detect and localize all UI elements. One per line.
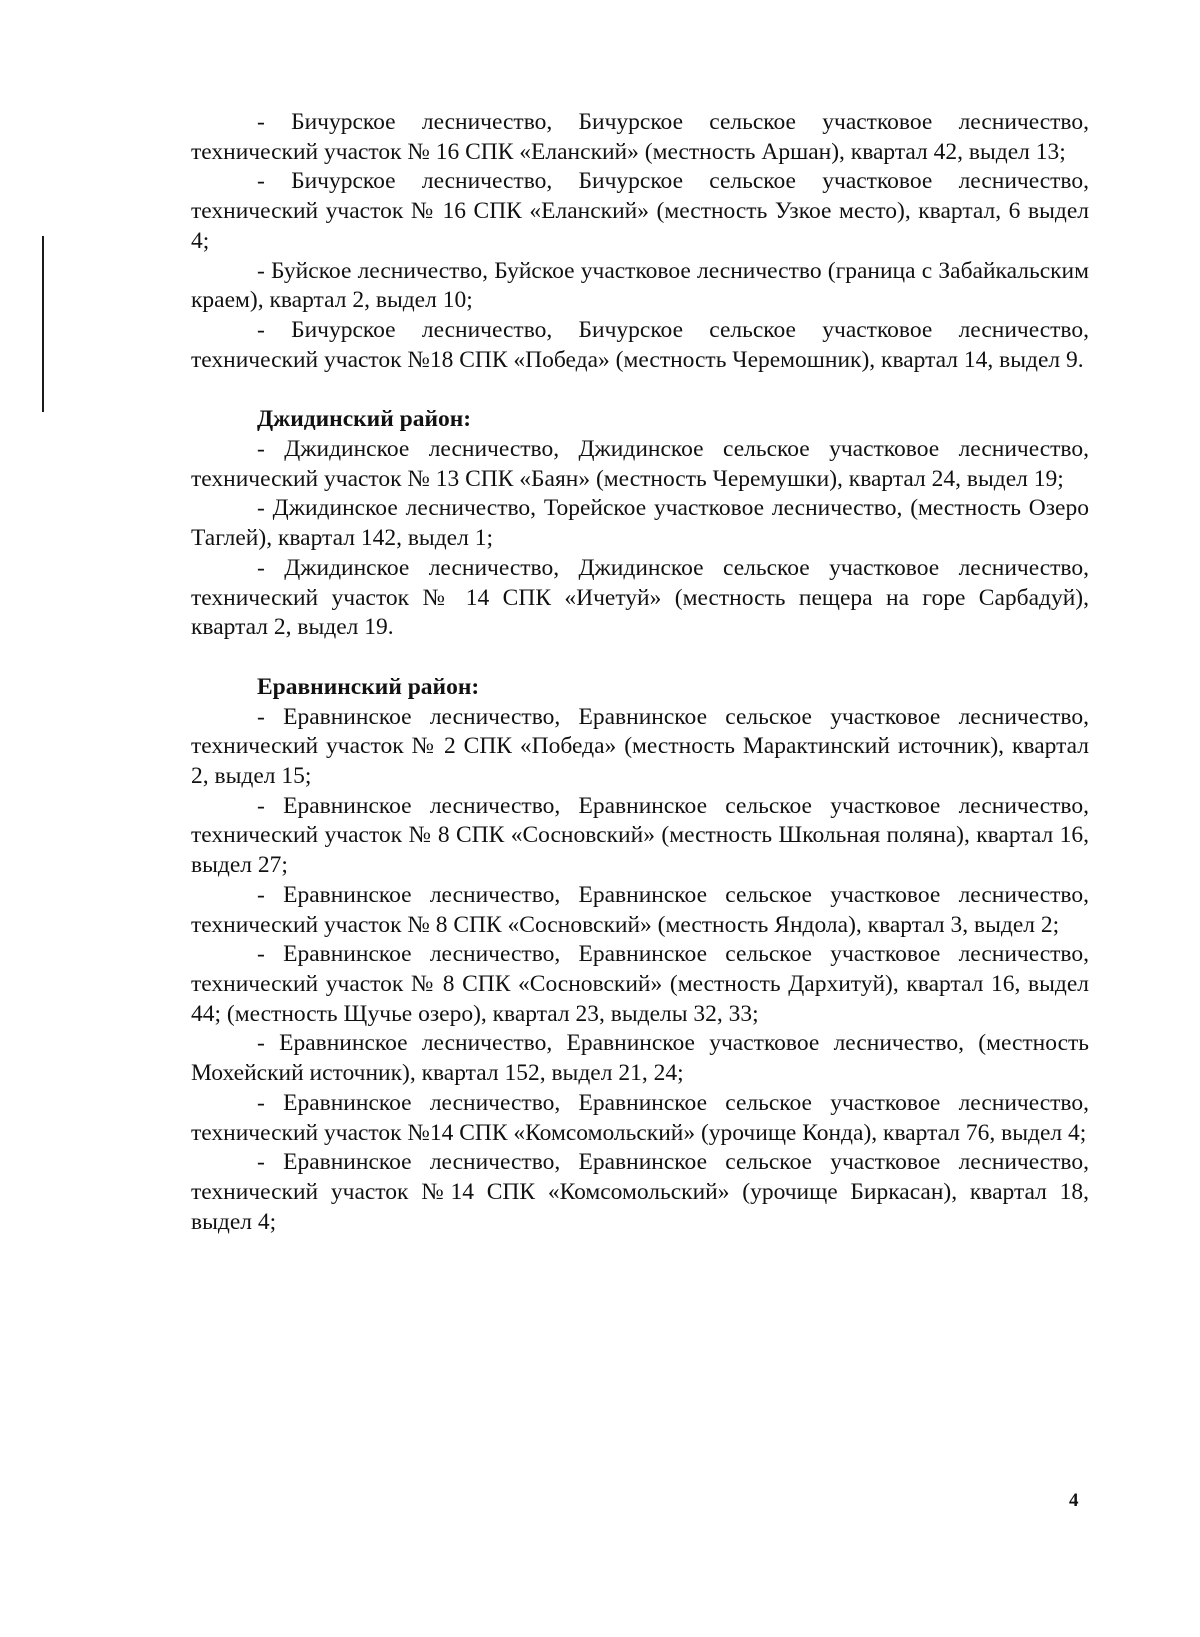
list-item: - Еравнинское лесничество, Еравнинское сельское участковое лесничество, технический участок № 8 СПК «Сосновский» (местность Дархитуй), квартал 16, выдел 44; (местность Щучье озеро), квартал 23, выделы 32, 33; [191,941,1089,1027]
section-heading: Еравнинский район: [257,673,480,700]
list-item: - Джидинское лесничество, Джидинское сельское участковое лесничество, технический участок № 14 СПК «Ичетуй» (местность пещера на горе Сарбадуй), квартал 2, выдел 19. [191,554,1089,641]
section-dzhidinsky [191,405,1089,643]
list-item: - Еравнинское лесничество, Еравнинское участковое лесничество, (местность Мохейский источник), квартал 152, выдел 21, 24; [191,1030,1089,1087]
page-number: 4 [1069,1490,1079,1511]
list-item: - Еравнинское лесничество, Еравнинское сельское участковое лесничество, технический участок № 8 СПК «Сосновский» (местность Школьная поляна), квартал 16, выдел 27; [191,792,1089,879]
section-eravninsky [191,673,1089,1237]
section-heading: Джидинский район: [257,406,472,433]
list-item: - Бичурское лесничество, Бичурское сельское участковое лесничество, технический участок № 16 СПК «Еланский» (местность Аршан), квартал 42, выдел 13; [191,109,1089,165]
list-item: - Еравнинское лесничество, Еравнинское сельское участковое лесничество, технический участок №14 СПК «Комсомольский» (урочище Конда), квартал 76, выдел 4; [191,1089,1089,1146]
list-item: - Джидинское лесничество, Торейское участковое лесничество, (местность Озеро Таглей), квартал 142, выдел 1; [191,495,1089,552]
list-item: - Буйское лесничество, Буйское участковое лесничество (граница с Забайкальским краем), квартал 2, выдел 10; [191,257,1089,314]
list-item: - Бичурское лесничество, Бичурское сельское участковое лесничество, технический участок № 16 СПК «Еланский» (местность Узкое место), квартал, 6 выдел 4; [191,168,1089,254]
intro-list [191,108,1089,375]
list-item: - Еравнинское лесничество, Еравнинское сельское участковое лесничество, технический участок №14 СПК «Комсомольский» (урочище Биркасан), квартал 18, выдел 4; [191,1149,1089,1235]
scan-margin-line [42,236,44,412]
list-item: - Еравнинское лесничество, Еравнинское сельское участковое лесничество, технический участок № 2 СПК «Победа» (местность Марактинский источник), квартал 2, выдел 15; [191,703,1089,790]
document-body [191,108,1089,1237]
list-item: - Бичурское лесничество, Бичурское сельское участковое лесничество, технический участок №18 СПК «Победа» (местность Черемошник), квартал 14, выдел 9. [191,316,1089,373]
list-item: - Джидинское лесничество, Джидинское сельское участковое лесничество, технический участок № 13 СПК «Баян» (местность Черемушки), квартал 24, выдел 19; [191,436,1089,492]
list-item: - Еравнинское лесничество, Еравнинское сельское участковое лесничество, технический участок № 8 СПК «Сосновский» (местность Яндола), квартал 3, выдел 2; [191,881,1089,938]
